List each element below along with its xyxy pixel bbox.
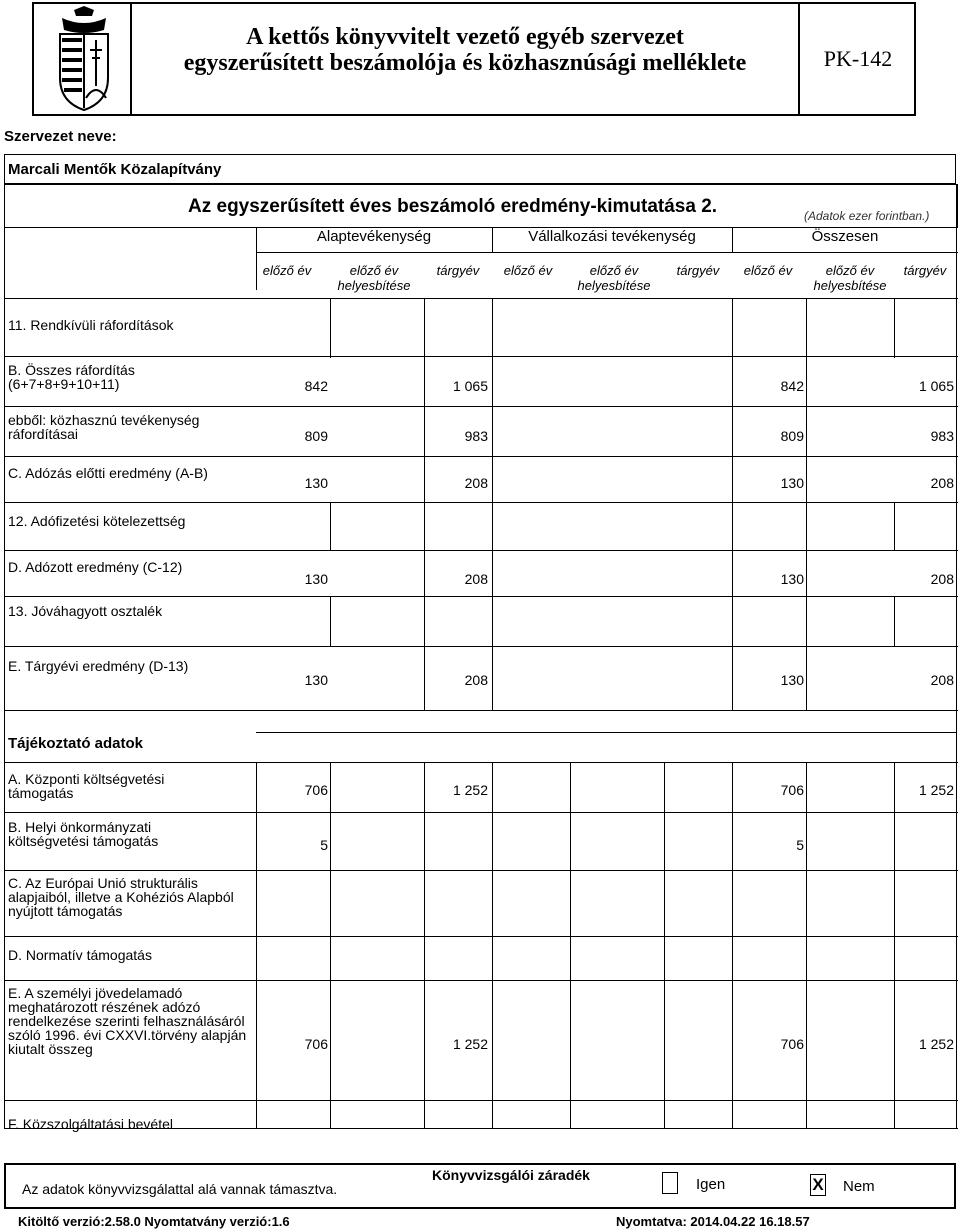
cell-line <box>256 762 257 1128</box>
table-border <box>956 184 957 1128</box>
organization-label: Szervezet neve: <box>4 128 117 145</box>
row-label-tax: 12. Adófizetési kötelezettség <box>8 513 186 529</box>
row-line <box>4 1100 958 1101</box>
cell-value: 842 <box>304 378 328 394</box>
cell-value: 1 065 <box>452 378 488 394</box>
cell-value: 809 <box>304 428 328 444</box>
info-label-normative: D. Normatív támogatás <box>8 947 152 963</box>
row-label-extraordinary: 11. Rendkívüli ráfordítások <box>8 317 174 333</box>
cell-value: 208 <box>930 672 954 688</box>
cell-line <box>492 762 493 1128</box>
row-label-after-tax: D. Adózott eredmény (C-12) <box>8 559 183 575</box>
cell-line <box>424 762 425 1128</box>
row-line <box>256 732 956 733</box>
cell-value: 1 252 <box>918 1036 954 1052</box>
cell-value: 130 <box>780 672 804 688</box>
row-label-result: E. Tárgyévi eredmény (D-13) <box>8 658 189 674</box>
cell-line <box>424 298 425 710</box>
cell-line <box>806 298 807 710</box>
cell-line <box>570 762 571 1128</box>
row-line <box>4 596 958 597</box>
cell-line <box>330 596 331 646</box>
col-header-cur: tárgyév <box>676 263 720 278</box>
print-info: Nyomtatva: 2014.04.22 16.18.57 <box>616 1214 810 1229</box>
cell-line <box>732 298 733 710</box>
info-label-local: B. Helyi önkormányzati költségvetési támogatás <box>8 819 159 849</box>
row-line <box>4 710 958 711</box>
unit-note: (Adatok ezer forintban.) <box>804 209 930 223</box>
header-line <box>492 228 493 252</box>
header-line <box>256 228 257 290</box>
audit-no-label: Nem <box>843 1178 875 1195</box>
col-header-prev: előző év <box>743 263 793 278</box>
cell-value: 809 <box>780 428 804 444</box>
col-header-corr: előző év helyesbítése <box>577 263 651 293</box>
cell-value: 130 <box>304 672 328 688</box>
row-line <box>4 456 958 457</box>
row-line <box>4 550 958 551</box>
cell-line <box>894 596 895 646</box>
info-title: Tájékoztató adatok <box>8 735 144 752</box>
cell-value: 706 <box>304 1036 328 1052</box>
cell-line <box>806 762 807 1128</box>
row-line <box>4 298 958 299</box>
cell-value: 130 <box>780 571 804 587</box>
cell-value: 983 <box>930 428 954 444</box>
cell-value: 5 <box>320 837 328 853</box>
row-line <box>4 936 958 937</box>
cell-value: 5 <box>796 837 804 853</box>
cell-value: 130 <box>304 571 328 587</box>
row-line <box>4 406 958 407</box>
row-line <box>4 502 958 503</box>
row-line <box>4 980 958 981</box>
cell-value: 706 <box>780 782 804 798</box>
cell-value: 130 <box>780 475 804 491</box>
cell-value: 706 <box>780 1036 804 1052</box>
row-line <box>4 762 958 763</box>
row-label-public-benefit: ebből: közhasznú tevékenység ráfordításai <box>8 412 200 442</box>
cell-line <box>894 762 895 1128</box>
cell-line <box>732 762 733 1128</box>
info-label-personal-tax: E. A személyi jövedelamadó meghatározott részének adózó rendelkezése szerinti felhasználásáról szóló 1996. évi CXXVI.törvény alapján kiutalt összeg <box>8 985 247 1057</box>
cell-value: 208 <box>930 475 954 491</box>
audit-yes-checkbox[interactable] <box>662 1172 678 1194</box>
form-title-line1: A kettős könyvvitelt vezető egyéb szervezet <box>246 24 684 50</box>
header-line <box>256 252 958 253</box>
audit-statement: Az adatok könyvvizsgálattal alá vannak támasztva. <box>22 1181 338 1197</box>
cell-value: 208 <box>464 475 488 491</box>
cell-value: 130 <box>304 475 328 491</box>
table-border <box>4 184 5 1128</box>
row-label-pretax: C. Adózás előtti eredmény (A-B) <box>8 465 208 481</box>
info-label-central: A. Központi költségvetési támogatás <box>8 771 165 801</box>
cell-value: 208 <box>464 672 488 688</box>
cell-value: 208 <box>464 571 488 587</box>
info-label-eu: C. Az Európai Unió strukturális alapjaiból, illetve a Kohéziós Alapból nyújtott támogatás <box>8 875 234 919</box>
cell-value: 983 <box>464 428 488 444</box>
row-line <box>4 812 958 813</box>
row-line <box>4 646 958 647</box>
row-line <box>4 356 958 357</box>
group-header-total: Összesen <box>811 228 879 245</box>
col-header-prev: előző év <box>262 263 312 278</box>
cell-value: 1 065 <box>918 378 954 394</box>
cell-line <box>894 502 895 550</box>
version-info: Kitöltő verzió:2.58.0 Nyomtatvány verzió:1.6 <box>18 1214 290 1229</box>
audit-title: Könyvvizsgálói záradék <box>432 1167 590 1183</box>
cell-value: 1 252 <box>452 782 488 798</box>
form-title-line2: egyszerűsített beszámolója és közhasznúsági melléklete <box>183 50 747 76</box>
col-header-cur: tárgyév <box>903 263 947 278</box>
cell-line <box>894 298 895 358</box>
cell-value: 1 252 <box>918 782 954 798</box>
col-header-corr: előző év helyesbítése <box>813 263 887 293</box>
cell-value: 842 <box>780 378 804 394</box>
cell-line <box>330 298 331 358</box>
info-label-public-service: F. Közszolgáltatási bevétel <box>8 1116 173 1132</box>
cell-value: 706 <box>304 782 328 798</box>
form-title <box>130 24 800 76</box>
audit-yes-label: Igen <box>696 1176 726 1193</box>
row-label-dividend: 13. Jóváhagyott osztalék <box>8 603 163 619</box>
row-line <box>4 870 958 871</box>
form-code: PK-142 <box>823 46 893 71</box>
group-header-basic: Alaptevékenység <box>316 228 432 245</box>
cell-line <box>330 762 331 1128</box>
cell-line <box>330 502 331 550</box>
cell-line <box>664 762 665 1128</box>
col-header-prev: előző év <box>503 263 553 278</box>
coat-of-arms-icon <box>52 6 116 112</box>
audit-no-checkbox[interactable]: X <box>810 1174 826 1196</box>
col-header-corr: előző év helyesbítése <box>337 263 411 293</box>
organization-name: Marcali Mentők Közalapítvány <box>8 161 222 178</box>
row-label-total-expenses: B. Összes ráfordítás (6+7+8+9+10+11) <box>8 362 135 392</box>
col-header-cur: tárgyév <box>436 263 480 278</box>
cell-value: 1 252 <box>452 1036 488 1052</box>
header-line <box>732 228 733 252</box>
cell-value: 208 <box>930 571 954 587</box>
group-header-business: Vállalkozási tevékenység <box>528 228 696 245</box>
table-title: Az egyszerűsített éves beszámoló eredmény-kimutatása 2. <box>188 196 718 217</box>
cell-line <box>492 298 493 710</box>
